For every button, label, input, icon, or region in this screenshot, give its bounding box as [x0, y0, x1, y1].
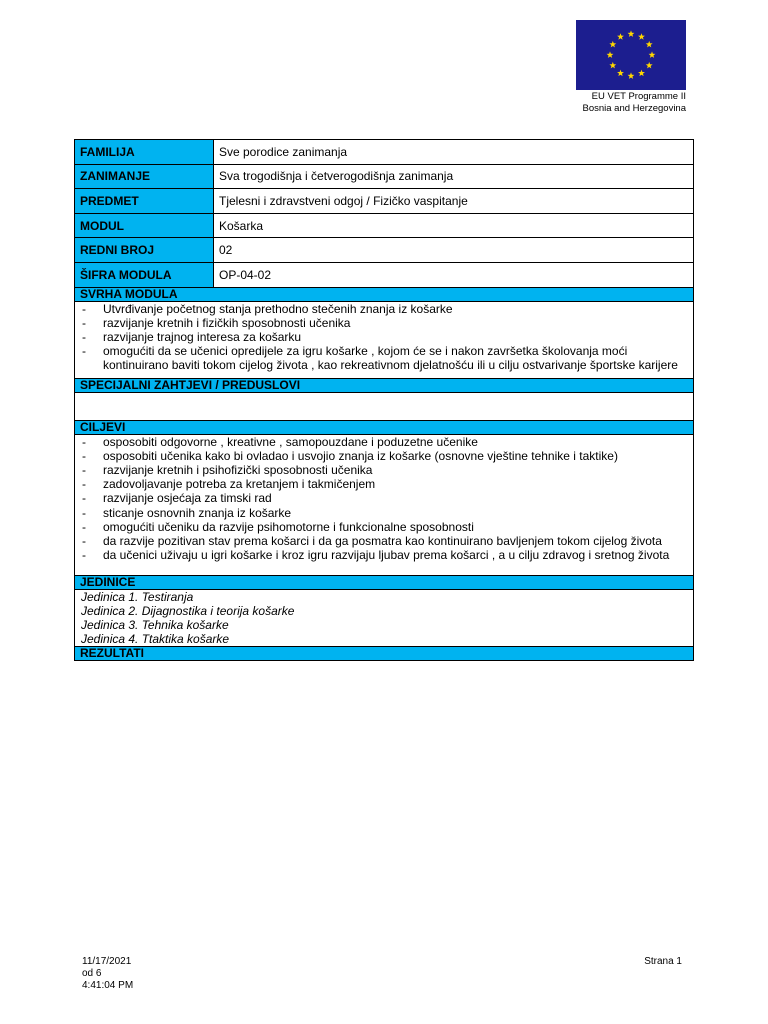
star-icon — [628, 72, 635, 79]
list-item: - sticanje osnovnih znanja iz košarke — [79, 506, 689, 520]
info-label: ŠIFRA MODULA — [75, 262, 214, 287]
jedinice-content — [75, 590, 694, 647]
info-value: 02 — [214, 238, 694, 263]
footer-date-block — [82, 956, 133, 992]
section-header-rezultati: REZULTATI — [75, 647, 694, 661]
info-row — [75, 189, 694, 214]
info-value: Tjelesni i zdravstveni odgoj / Fizičko vaspitanje — [214, 189, 694, 214]
ciljevi-list — [79, 435, 689, 563]
footer-date: 11/17/2021 — [82, 956, 132, 967]
info-value: OP-04-02 — [214, 262, 694, 287]
info-label: ZANIMANJE — [75, 164, 214, 189]
info-value: Sve porodice zanimanja — [214, 140, 694, 165]
star-icon — [646, 62, 653, 69]
info-row — [75, 262, 694, 287]
list-item: - razvijanje kretnih i fizičkih sposobnosti učenika — [79, 316, 689, 330]
list-item: - da učenici uživaju u igri košarke i kroz igru razvijaju ljubav prema košarci , a u cilju zdravog i sretnog života — [79, 548, 689, 562]
info-row — [75, 140, 694, 165]
info-row — [75, 164, 694, 189]
ciljevi-content — [75, 434, 694, 576]
svrha-list — [79, 302, 689, 373]
info-label: PREDMET — [75, 189, 214, 214]
star-icon — [628, 30, 635, 37]
info-row — [75, 238, 694, 263]
info-value: Košarka — [214, 213, 694, 238]
unit-item: Jedinica 2. Dijagnostika i teorija košarke — [81, 604, 295, 619]
star-icon — [607, 51, 614, 58]
footer-time: 4:41:04 PM — [82, 980, 134, 991]
eu-programme-caption — [582, 91, 686, 115]
list-item: - omogućiti učeniku da razvije psihomotorne i funkcionalne sposobnosti — [79, 520, 689, 534]
star-icon — [646, 41, 653, 48]
star-icon — [609, 41, 616, 48]
info-row — [75, 213, 694, 238]
footer-page-number: Strana 1 — [644, 956, 682, 967]
list-item: - osposobiti odgovorne , kreativne , samopouzdane i poduzetne učenike — [79, 435, 689, 449]
info-label: FAMILIJA — [75, 140, 214, 165]
list-item: - omogućiti da se učenici opredijele za igru košarke , kojom će se i nakon završetka školovanja moći kontinuirano baviti tokom cijelog života , kao rekreativnom djelatnošću ili u cilju ostvarivanje športske karijere — [79, 344, 689, 372]
unit-item: Jedinica 3. Tehnika košarke — [81, 618, 229, 633]
list-item: - razvijanje trajnog interesa za košarku — [79, 330, 689, 344]
info-label: MODUL — [75, 213, 214, 238]
star-icon — [617, 70, 624, 77]
country-line: Bosnia and Herzegovina — [582, 103, 686, 114]
list-item: - zadovoljavanje potreba za kretanjem i takmičenjem — [79, 477, 689, 491]
zahtjevi-content — [75, 392, 694, 420]
star-icon — [609, 62, 616, 69]
unit-item: Jedinica 1. Testiranja — [81, 590, 194, 605]
eu-flag-logo — [576, 20, 686, 90]
footer-page-count: od 6 — [82, 968, 102, 979]
star-icon — [638, 33, 645, 40]
section-header-svrha: SVRHA MODULA — [75, 287, 694, 301]
star-icon — [617, 33, 624, 40]
list-item: - razvijanje osjećaja za timski rad — [79, 491, 689, 505]
programme-line: EU VET Programme II — [591, 91, 686, 102]
list-item: - osposobiti učenika kako bi ovladao i usvojio znanja iz košarke (osnovne vještine tehnike i taktike) — [79, 449, 689, 463]
star-icon — [649, 51, 656, 58]
list-item: - razvijanje kretnih i psihofizički sposobnosti učenika — [79, 463, 689, 477]
svrha-content — [75, 301, 694, 378]
list-item: - da razvije pozitivan stav prema košarci i da ga posmatra kao kontinuirano bavljenjem tokom cijelog života — [79, 534, 689, 548]
section-header-jedinice: JEDINICE — [75, 576, 694, 590]
info-label: REDNI BROJ — [75, 238, 214, 263]
unit-item: Jedinica 4. Ttaktika košarke — [81, 632, 230, 647]
info-value: Sva trogodišnja i četverogodišnja zanimanja — [214, 164, 694, 189]
star-icon — [638, 70, 645, 77]
list-item: - Utvrđivanje početnog stanja prethodno stečenih znanja iz košarke — [79, 302, 689, 316]
section-header-zahtjevi: SPECIJALNI ZAHTJEVI / PREDUSLOVI — [75, 378, 694, 392]
section-header-ciljevi: CILJEVI — [75, 420, 694, 434]
module-table — [74, 139, 694, 661]
